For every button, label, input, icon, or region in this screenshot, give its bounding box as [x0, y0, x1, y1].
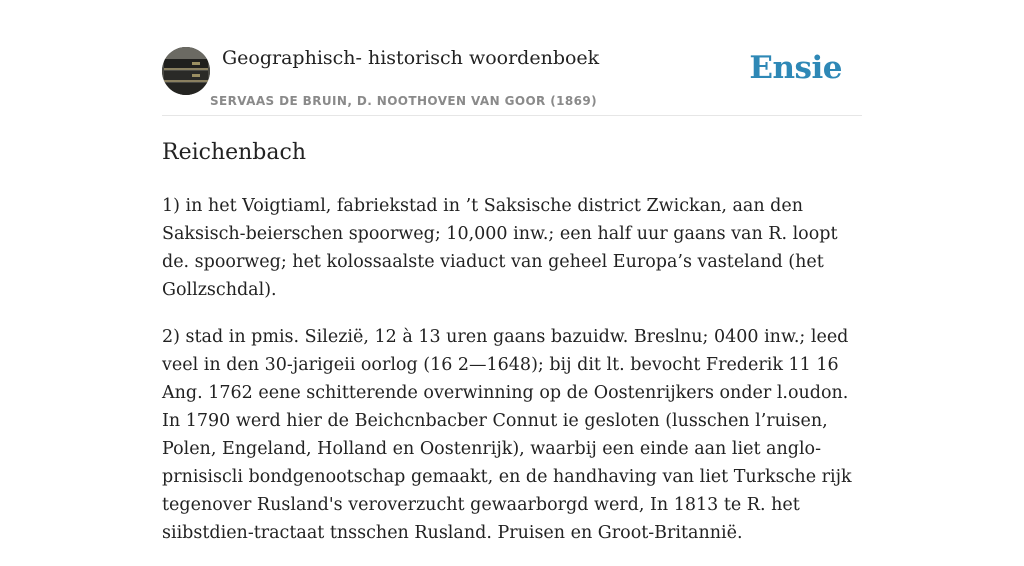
book-author: SERVAAS DE BRUIN, D. NOOTHOVEN VAN GOOR (1869) [210, 94, 598, 108]
entry-title: Reichenbach [162, 140, 306, 165]
ensie-logo[interactable]: Ensie [749, 50, 842, 86]
book-header [162, 44, 862, 116]
book-cover-avatar[interactable] [162, 47, 210, 95]
entry-paragraph: 2) stad in pmis. Silezië, 12 à 13 uren gaans bazuidw. Breslnu; 0400 inw.; leed veel in den 30-jarigeii oorlog (16 2—1648); bij dit lt. bevocht Frederik 11 16 Ang. 1762 eene schitterende overwinning op de Oostenrijkers onder l.oudon. In 1790 werd hier de Beichcnbacber Connut ie gesloten (lusschen l’ruisen, Polen, Engeland, Holland en Oostenrijk), waarbij een einde aan liet anglo-prnisiscli bondgenootschap gemaakt, en de handhaving van liet Turksche rijk tegenover Rusland's veroverzucht gewaarborgd werd, In 1813 te R. het siibstdien-tractaat tnsschen Rusland. Pruisen en Groot-Britannië. [162, 327, 852, 543]
header-divider [162, 115, 862, 116]
entry-paragraph: 1) in het Voigtiaml, fabriekstad in ’t Saksische district Zwickan, aan den Saksisch-beierschen spoorweg; 10,000 inw.; een half uur gaans van R. loopt de. spoorweg; het kolossaalste viaduct van geheel Europa’s vasteland (het Gollzschdal). [162, 196, 838, 300]
book-spines-icon [162, 47, 210, 95]
entry-body [162, 192, 862, 566]
book-title[interactable]: Geographisch- historisch woordenboek [222, 47, 600, 69]
